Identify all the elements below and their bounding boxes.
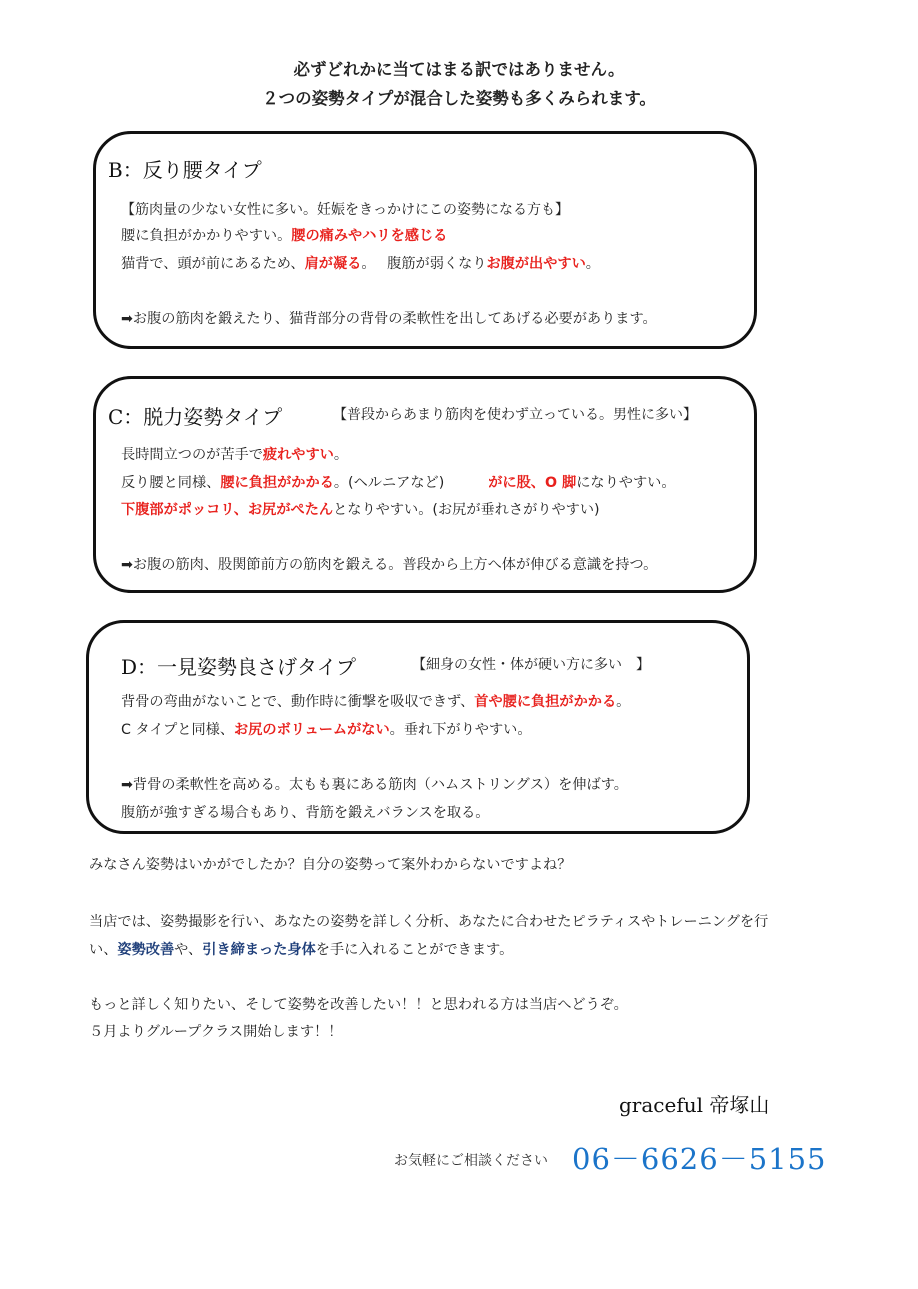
type-c-title: C：脱力姿勢タイプ	[108, 405, 283, 429]
type-d-line-2: C タイプと同様、お尻のボリュームがない。垂れ下がりやすい。	[121, 722, 532, 738]
type-c-advice: ➡お腹の筋肉、股関節前方の筋肉を鍛える。普段から上方へ体が伸びる意識を持つ。	[121, 557, 658, 573]
type-b-line-2: 腰に負担がかかりやすい。腰の痛みやハリを感じる	[121, 228, 448, 244]
closing-paragraph-3: もっと詳しく知りたい、そして姿勢を改善したい！！と思われる方は当店へどうぞ。	[89, 997, 628, 1013]
type-d-note: 【細身の女性・体が硬い方に多い 】	[412, 657, 650, 673]
type-c-box	[93, 376, 757, 593]
phone-number[interactable]: 06－6626－5155	[572, 1142, 827, 1176]
closing-paragraph-2: い、姿勢改善や、引き締まった身体を手に入れることができます。	[89, 942, 514, 958]
closing-question: みなさん姿勢はいかがでしたか？自分の姿勢って案外わからないですよね？	[89, 857, 572, 873]
type-b-title: B：反り腰タイプ	[108, 158, 262, 182]
type-d-line-1: 背骨の弯曲がないことで、動作時に衝撃を吸収できず、首や腰に負担がかかる。	[121, 694, 631, 710]
intro-line-1: 必ずどれかに当てはまる訳ではありません。	[293, 60, 625, 79]
contact-label: お気軽にご相談ください	[394, 1153, 548, 1169]
type-b-advice: ➡お腹の筋肉を鍛えたり、猫背部分の背骨の柔軟性を出してあげる必要があります。	[121, 311, 657, 327]
type-d-advice-2: 腹筋が強すぎる場合もあり、背筋を鍛えバランスを取る。	[121, 805, 490, 821]
type-b-note: 【筋肉量の少ない女性に多い。妊娠をきっかけにこの姿勢になる方も】	[121, 202, 569, 218]
closing-paragraph-1: 当店では、姿勢撮影を行い、あなたの姿勢を詳しく分析、あなたに合わせたピラティスやトレーニングを行	[89, 914, 769, 930]
type-d-title: D：一見姿勢良さげタイプ	[121, 655, 357, 679]
type-d-box	[86, 620, 750, 834]
type-c-line-3: 下腹部がポッコリ、お尻がぺたんとなりやすい。(お尻が垂れさがりやすい)	[121, 502, 600, 518]
type-b-box	[93, 131, 757, 349]
type-d-advice-1: ➡背骨の柔軟性を高める。太もも裏にある筋肉（ハムストリングス）を伸ばす。	[121, 777, 628, 793]
type-b-line-3: 猫背で、頭が前にあるため、肩が凝る。 腹筋が弱くなりお腹が出やすい。	[121, 256, 600, 272]
intro-line-2: ２つの姿勢タイプが混合した姿勢も多くみられます。	[262, 89, 656, 108]
closing-paragraph-4: ５月よりグループクラス開始します！！	[89, 1024, 343, 1040]
brand-name: graceful 帝塚山	[619, 1093, 770, 1117]
type-c-note: 【普段からあまり筋肉を使わず立っている。男性に多い】	[333, 407, 697, 423]
type-c-line-1: 長時間立つのが苦手で疲れやすい。	[121, 447, 349, 463]
type-c-line-2: 反り腰と同様、腰に負担がかかる。(ヘルニアなど) がに股、O 脚になりやすい。	[121, 475, 676, 491]
